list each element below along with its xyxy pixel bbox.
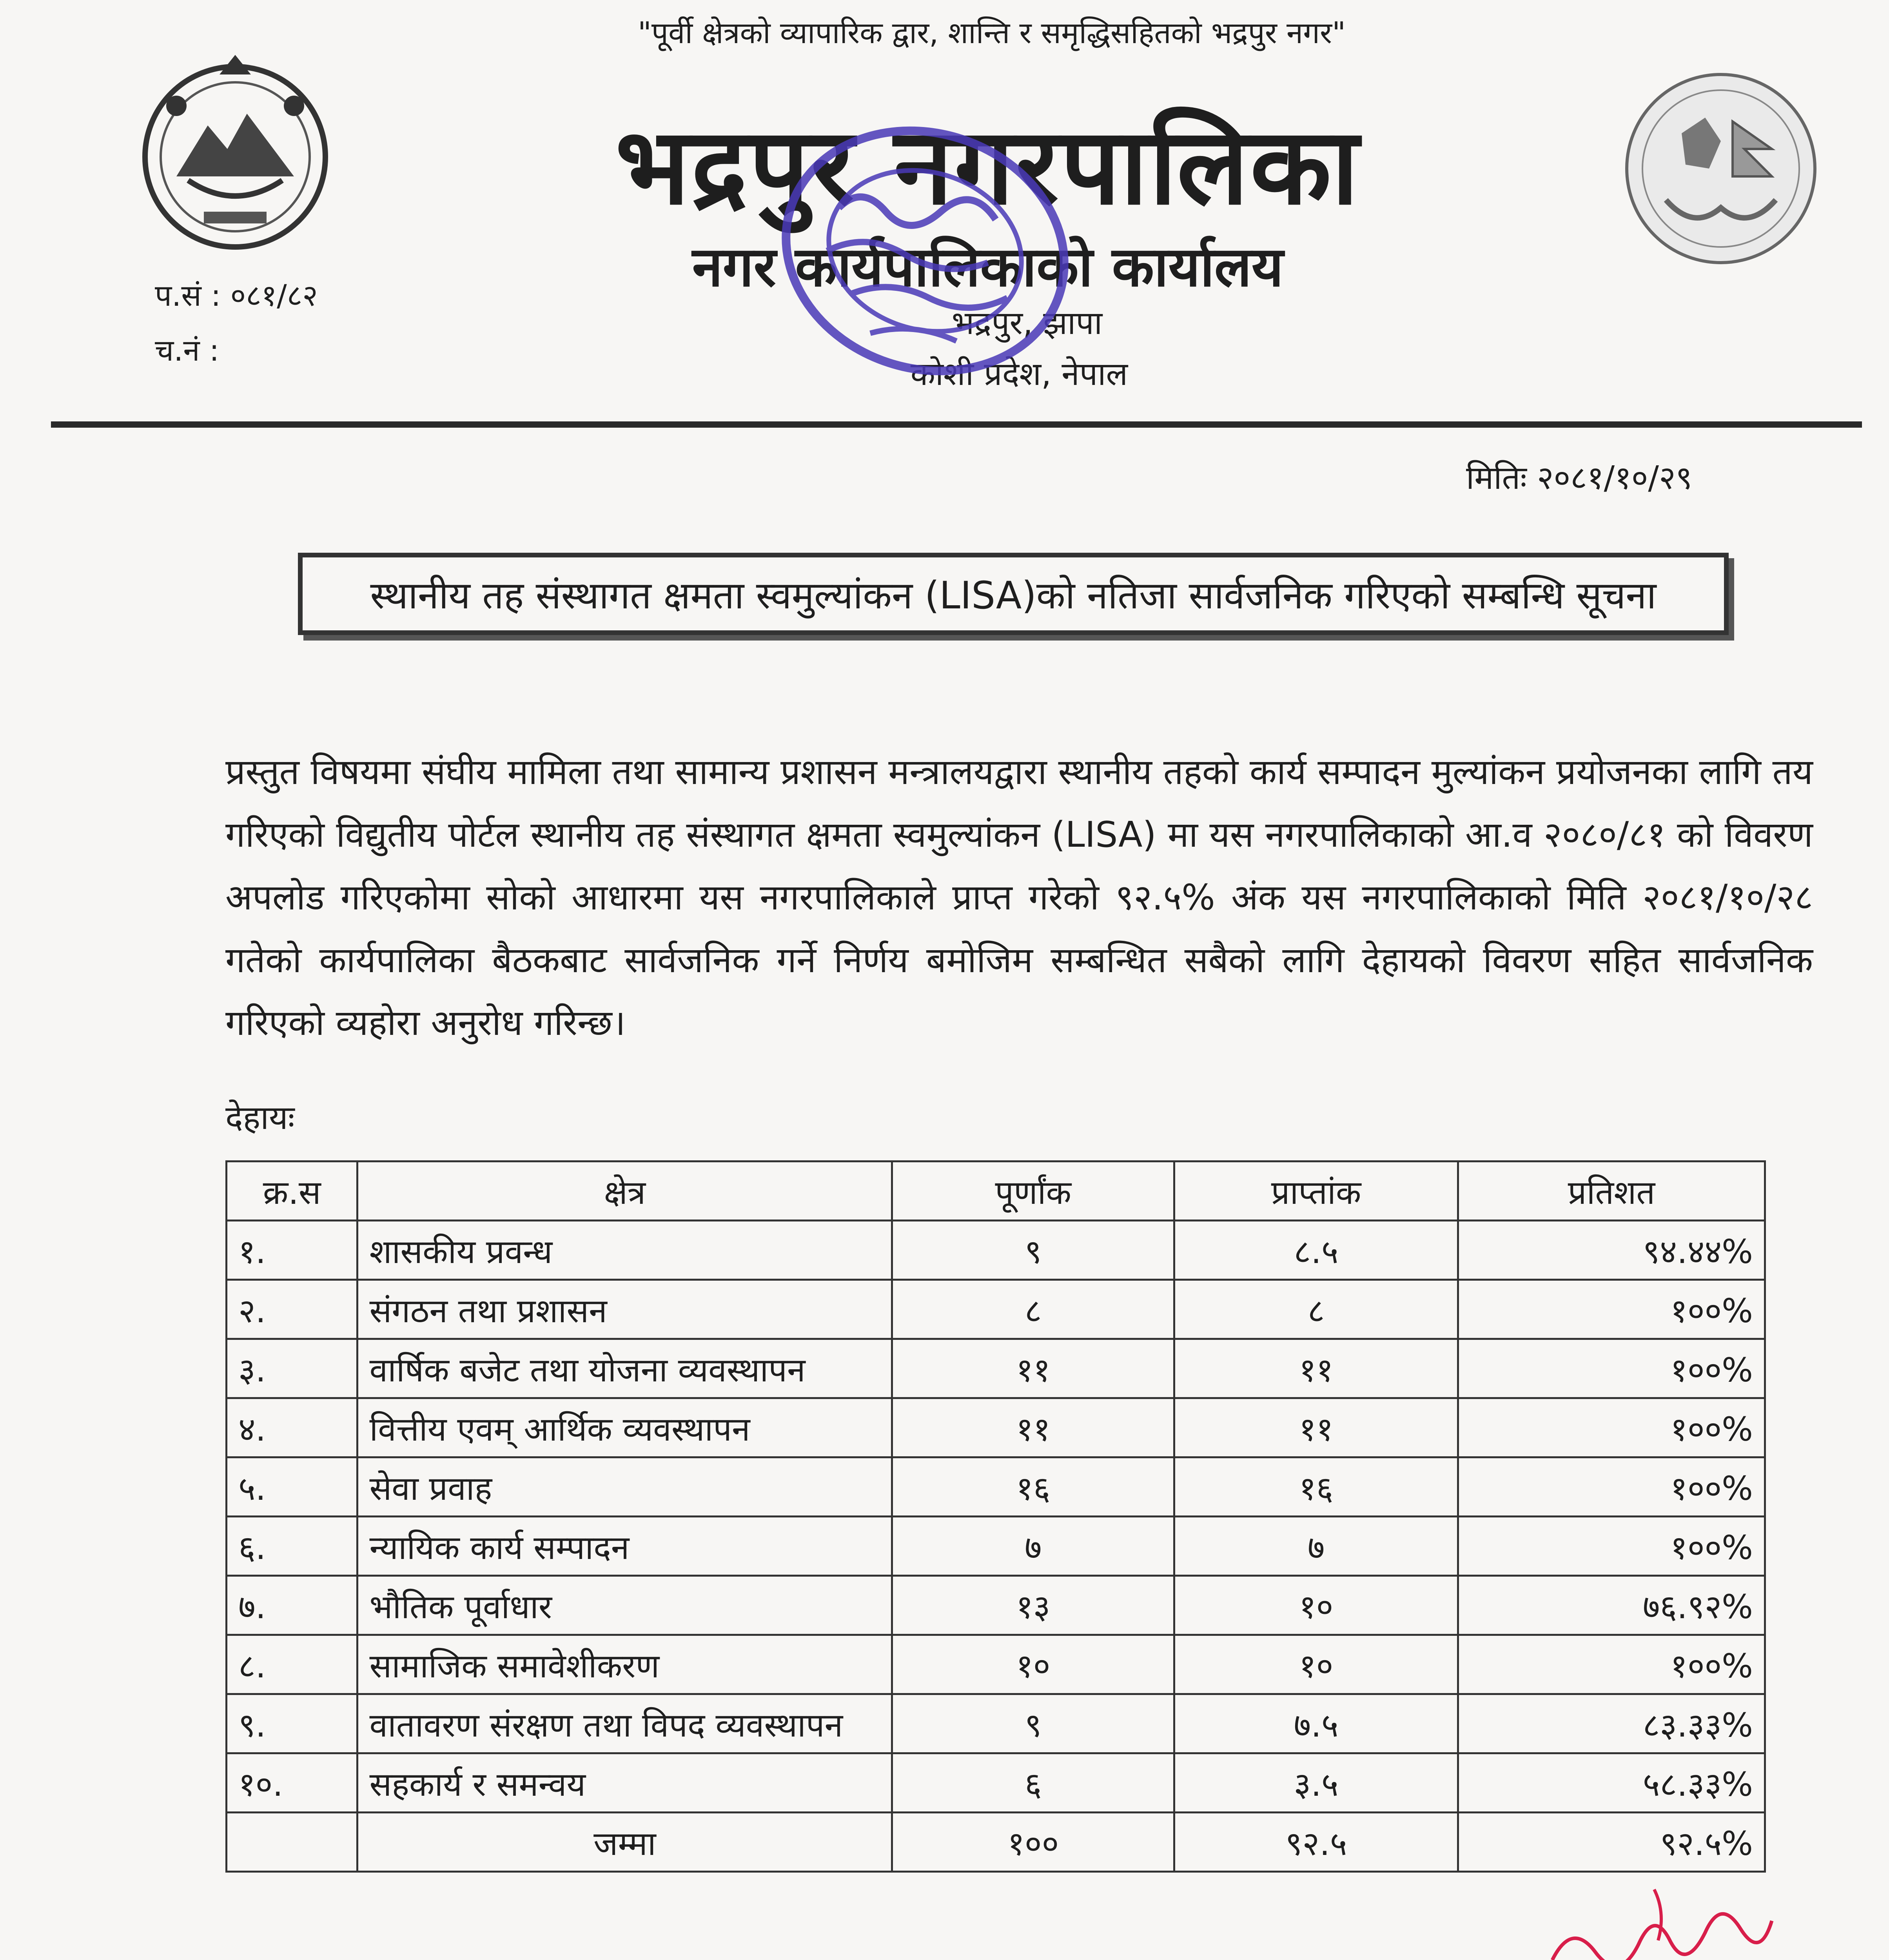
cell-percentage: १००%	[1458, 1517, 1765, 1576]
cell-serial: २.	[227, 1280, 357, 1339]
total-cell-serial	[227, 1813, 357, 1872]
total-label: जम्मा	[357, 1813, 892, 1872]
cell-area: वार्षिक बजेट तथा योजना व्यवस्थापन	[357, 1339, 892, 1398]
cell-area: सामाजिक समावेशीकरण	[357, 1635, 892, 1694]
cell-serial: ७.	[227, 1576, 357, 1635]
header-percentage: प्रतिशत	[1458, 1161, 1765, 1221]
municipality-logo-icon	[1619, 67, 1823, 270]
reference-number: प.सं : ०८१/८२	[155, 278, 318, 313]
cell-obtained-marks: ८	[1174, 1280, 1458, 1339]
cell-serial: ९.	[227, 1694, 357, 1753]
cell-obtained-marks: १०	[1174, 1635, 1458, 1694]
cell-percentage: ५८.३३%	[1458, 1753, 1765, 1813]
table-row	[227, 1339, 1765, 1398]
slogan: "पूर्वी क्षेत्रको व्यापारिक द्वार, शान्ति र समृद्धिसहितको भद्रपुर नगर"	[637, 15, 1346, 50]
cell-serial: ८.	[227, 1635, 357, 1694]
cell-serial: १.	[227, 1221, 357, 1280]
header-divider	[51, 421, 1862, 428]
cell-area: न्यायिक कार्य सम्पादन	[357, 1517, 892, 1576]
organization-name: भद्रपुर नगरपालिका	[615, 105, 1361, 228]
header-area: क्षेत्र	[357, 1161, 892, 1221]
cell-percentage: ९४.४४%	[1458, 1221, 1765, 1280]
cell-full-marks: १०	[892, 1635, 1174, 1694]
cell-percentage: १००%	[1458, 1398, 1765, 1457]
header-obtained-marks: प्राप्तांक	[1174, 1161, 1458, 1221]
total-cell-full-marks: १००	[892, 1813, 1174, 1872]
cell-area: वातावरण संरक्षण तथा विपद व्यवस्थापन	[357, 1694, 892, 1753]
cell-serial: ४.	[227, 1398, 357, 1457]
header-serial: क्र.स	[227, 1161, 357, 1221]
letter-date: मितिः २०८१/१०/२९	[1466, 459, 1693, 497]
table-row	[227, 1517, 1765, 1576]
cell-obtained-marks: ७.५	[1174, 1694, 1458, 1753]
table-total-row	[227, 1813, 1765, 1872]
office-province: कोशी प्रदेश, नेपाल	[910, 356, 1128, 393]
body-paragraph: प्रस्तुत विषयमा संघीय मामिला तथा सामान्य प्रशासन मन्त्रालयद्वारा स्थानीय तहको कार्य सम्पादन मुल्यांकन प्रयोजनका लागि तय गरिएको विद्युतीय पोर्टल स्थानीय तह संस्थागत क्षमता स्वमुल्यांकन (LISA) मा यस नगरपालिकाको आ.व २०८०/८१ को विवरण अपलोड गरिएकोमा सोको आधारमा यस नगरपालिकाले प्राप्त गरेको ९२.५% अंक यस नगरपालिकाको मिति २०८१/१०/२८ गतेको कार्यपालिका बैठकबाट सार्वजनिक गर्ने निर्णय बमोजिम सम्बन्धित सबैको लागि देहायको विवरण सहित सार्वजनिक गरिएको व्यहोरा अनुरोध गरिन्छ।	[225, 751, 1813, 1044]
cell-percentage: १००%	[1458, 1339, 1765, 1398]
cell-area: सहकार्य र समन्वय	[357, 1753, 892, 1813]
table-row	[227, 1694, 1765, 1753]
cell-area: सेवा प्रवाह	[357, 1457, 892, 1517]
cell-area: वित्तीय एवम् आर्थिक व्यवस्थापन	[357, 1398, 892, 1457]
subject-text: स्थानीय तह संस्थागत क्षमता स्वमुल्यांकन (LISA)को नतिजा सार्वजनिक गरिएको सम्बन्धि सूचना	[370, 573, 1657, 617]
cell-serial: ३.	[227, 1339, 357, 1398]
cell-obtained-marks: ८.५	[1174, 1221, 1458, 1280]
table-row	[227, 1576, 1765, 1635]
table-row	[227, 1635, 1765, 1694]
handwritten-signature	[1537, 1874, 1787, 1960]
cell-percentage: १००%	[1458, 1457, 1765, 1517]
cell-obtained-marks: १०	[1174, 1576, 1458, 1635]
cell-obtained-marks: १६	[1174, 1457, 1458, 1517]
score-table	[225, 1160, 1766, 1873]
cell-full-marks: ९	[892, 1694, 1174, 1753]
header-full-marks: पूर्णांक	[892, 1161, 1174, 1221]
cell-percentage: ८३.३३%	[1458, 1694, 1765, 1753]
total-cell-percentage: ९२.५%	[1458, 1813, 1765, 1872]
cell-obtained-marks: ११	[1174, 1398, 1458, 1457]
cell-serial: ५.	[227, 1457, 357, 1517]
cell-serial: १०.	[227, 1753, 357, 1813]
cell-obtained-marks: ३.५	[1174, 1753, 1458, 1813]
table-header-row	[227, 1161, 1765, 1221]
nepal-government-emblem-icon	[129, 47, 341, 259]
office-name: नगर कार्यपालिकाको कार्यालय	[692, 235, 1284, 299]
cell-area: शासकीय प्रवन्ध	[357, 1221, 892, 1280]
cell-full-marks: ११	[892, 1398, 1174, 1457]
table-row	[227, 1398, 1765, 1457]
cell-percentage: ७६.९२%	[1458, 1576, 1765, 1635]
cell-obtained-marks: ११	[1174, 1339, 1458, 1398]
table-row	[227, 1280, 1765, 1339]
cell-area: संगठन तथा प्रशासन	[357, 1280, 892, 1339]
cell-full-marks: ७	[892, 1517, 1174, 1576]
cell-full-marks: ९	[892, 1221, 1174, 1280]
cell-full-marks: १३	[892, 1576, 1174, 1635]
total-cell-obtained-marks: ९२.५	[1174, 1813, 1458, 1872]
cell-serial: ६.	[227, 1517, 357, 1576]
table-row	[227, 1753, 1765, 1813]
cell-full-marks: ११	[892, 1339, 1174, 1398]
details-label: देहायः	[225, 1098, 295, 1137]
cell-full-marks: ६	[892, 1753, 1174, 1813]
subject-box	[298, 553, 1729, 635]
office-seal-stamp	[737, 122, 1121, 396]
cell-percentage: १००%	[1458, 1280, 1765, 1339]
office-city: भद्रपुर, झापा	[951, 305, 1103, 342]
table-row	[227, 1457, 1765, 1517]
table-row	[227, 1221, 1765, 1280]
cell-full-marks: ८	[892, 1280, 1174, 1339]
cell-full-marks: १६	[892, 1457, 1174, 1517]
dispatch-number: च.नं :	[155, 333, 220, 368]
cell-area: भौतिक पूर्वाधार	[357, 1576, 892, 1635]
cell-obtained-marks: ७	[1174, 1517, 1458, 1576]
cell-percentage: १००%	[1458, 1635, 1765, 1694]
